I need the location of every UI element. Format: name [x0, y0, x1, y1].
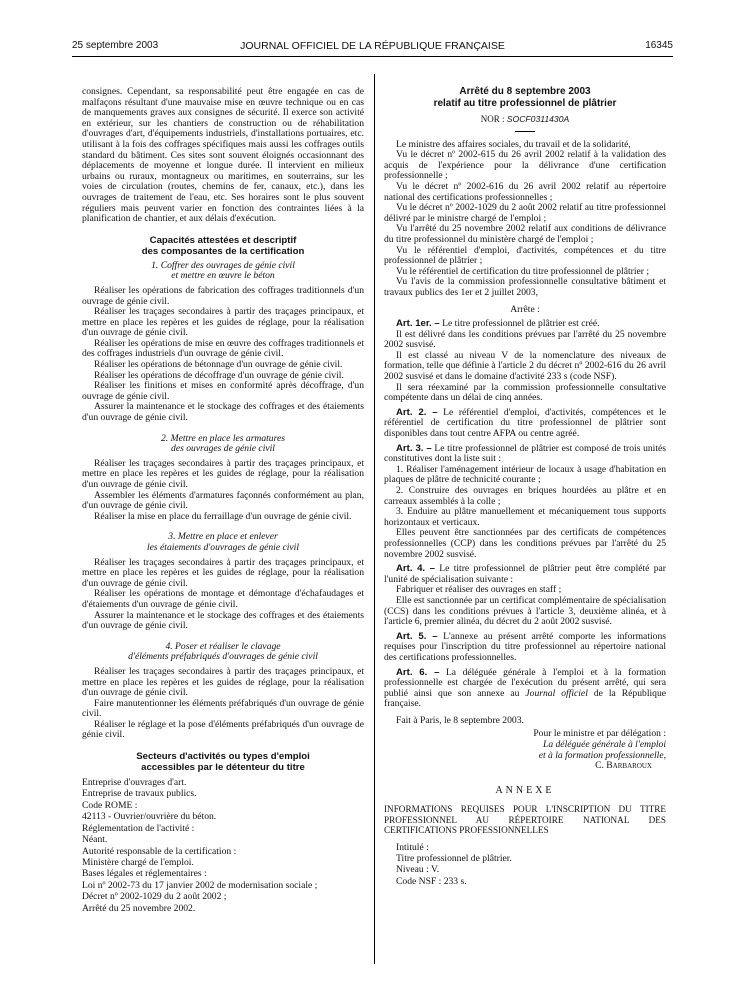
list-item: Décret nº 2002-1029 du 2 août 2002 ;	[82, 891, 227, 903]
list-item: Niveau : V.	[396, 864, 440, 876]
title-separator	[515, 131, 535, 132]
preamble-item: Vu le décret nº 2002-1029 du 2 août 2002 relatif au titre professionnel délivré par le ministre chargé de l'emploi ;	[384, 202, 666, 224]
preamble-item: Vu le référentiel de certification du titre professionnel de plâtrier ;	[396, 265, 650, 277]
list-item: Faire manutentionner les éléments préfabriqués d'un ouvrage de génie civil.	[82, 697, 364, 720]
list-item: Entreprise de travaux publics.	[82, 788, 197, 800]
signature-line: et à la formation professionnelle,	[538, 749, 666, 761]
arrete-label: Arrête :	[510, 303, 540, 315]
article-3-item: Elles peuvent être sanctionnées par des certificats de compétences professionnelles (CCP) dans les conditions prévues par l'arrêté du 25 novembre 2002 susvisé.	[384, 527, 666, 560]
preamble-item: Vu l'arrêté du 25 novembre 2002 relatif aux conditions de délivrance du titre professionnel du ministère chargé de l'emploi ;	[384, 223, 666, 245]
intro-paragraph: consignes. Cependant, sa responsabilité peut être engagée en cas de malfaçons résultant d'une mauvaise mise en œuvre technique ou en cas de manquements graves aux consignes de sécurité. Il exerce son activité en extérieur, sur les chantiers de construction ou de réhabilitation d'ouvrages d'art, d'équipements industriels, d'installations portuaires, etc. utilisant à la fois des coffrages spécifiques mais aussi les coffrages outils standard du bâtiment. Ces sites sont souvent éloignés occasionnant des déplacements de moyenne et longue durée. Il intervient en milieux urbains ou ruraux, montagneux ou maritimes, en souterrains, sur les voies de circulation (routes, chemins de fer, canaux, etc.), dans les ouvrages de traitement de l'eau, etc. Ses horaires sont le plus souvent réguliers mais peuvent varier en fonction des contraintes liées à la planification de chantier, et aux délais d'exécution.	[82, 86, 364, 225]
annexe-heading: ANNEXE	[495, 784, 555, 796]
preamble-item: Vu le référentiel d'emploi, d'activités, compétences et du titre professionnel de plâtrier ;	[384, 244, 666, 267]
article-1-paragraph: Il est classé au niveau V de la nomenclature des niveaux de formation, telle que définie à l'article 2 du décret nº 2002-616 du 26 avril 2002 susvisé et dans le domaine d'activité 233 s (code NSF).	[384, 349, 666, 383]
signature-line: Pour le ministre et par délégation :	[533, 728, 666, 740]
preamble	[384, 140, 666, 299]
list-item: Code NSF : 233 s.	[396, 875, 467, 887]
header-rule	[72, 56, 673, 57]
list-item: Autorité responsable de la certification :	[82, 845, 237, 857]
article-3: Art. 3. – Le titre professionnel de plâtrier est composé de trois unités constitutives dont la liste suit :	[384, 442, 666, 465]
list-item: Loi nº 2002-73 du 17 janvier 2002 de modernisation sociale ;	[82, 879, 318, 891]
article-5: Art. 5. – L'annexe au présent arrêté comporte les informations requises pour l'inscription du titre professionnel au répertoire national des certifications professionnelles.	[384, 630, 666, 663]
sectors-list	[82, 777, 364, 914]
list-item: Réaliser les opérations de mise en œuvre des coffrages traditionnels et des coffrages industriels d'un ouvrage de génie civil.	[82, 337, 364, 360]
capacities-heading: Capacités attestées et descriptif des composantes de la certification	[141, 234, 305, 257]
sectors-heading: Secteurs d'activités ou types d'emploi accessibles par le détenteur du titre	[136, 751, 310, 774]
list-item: Entreprise d'ouvrages d'art.	[82, 777, 187, 789]
article-1-paragraph: Il sera réexaminé par la commission professionnelle consultative compétente dans un délai de cinq années.	[384, 381, 666, 404]
section-2-list	[82, 459, 364, 523]
section-1-title: 1. Coffrer des ouvrages de génie civil et mettre en œuvre le béton	[151, 259, 295, 282]
article-1: Art. 1er. – Le titre professionnel de plâtrier est créé.	[396, 318, 600, 330]
list-item: Titre professionnel de plâtrier.	[396, 853, 512, 865]
decree-title: Arrêté du 8 septembre 2003 relatif au titre professionnel de plâtrier	[433, 86, 617, 109]
article-4: Art. 4. – Le titre professionnel de plâtrier peut être complété par l'unité de spécialisation suivante :	[384, 563, 666, 585]
list-item: Réaliser les finitions et mises en conformité après décoffrage, d'un ouvrage de génie civil.	[82, 380, 364, 402]
list-item: Réaliser les traçages secondaires à partir des traçages principaux, et mettre en place les repères et les guides de réglage, pour la réalisation d'un ouvrage de génie civil.	[82, 306, 364, 339]
page-header	[72, 40, 673, 54]
list-item: Réaliser les opérations de montage et démontage d'échafaudages et d'étaiements d'un ouvrage de génie civil.	[82, 588, 364, 610]
section-2-title: 2. Mettre en place les armatures des ouvrages de génie civil	[161, 432, 285, 455]
article-3-item: 3. Enduire au plâtre manuellement et mécaniquement tous supports horizontaux et verticaux.	[384, 506, 666, 528]
section-3-list	[82, 558, 364, 632]
signatory-name: C. Barbaroux	[595, 760, 652, 772]
left-column	[82, 87, 364, 914]
list-item: Réaliser les opérations de décoffrage d'un ouvrage de génie civil.	[94, 369, 344, 381]
header-page-number: 16345	[645, 40, 673, 51]
list-item: Réaliser les opérations de bétonnage d'un ouvrage de génie civil.	[94, 359, 343, 371]
preamble-item: Vu le décret nº 2002-615 du 26 avril 2002 relatif à la validation des acquis de l'expérience pour la délivrance d'une certification professionnelle ;	[384, 149, 666, 182]
header-date: 25 septembre 2003	[72, 40, 159, 51]
article-4-item: Fabriquer et réaliser des ouvrages en staff ;	[396, 584, 562, 596]
list-item: Réaliser les traçages secondaires à partir des traçages principaux, et mettre en place les repères et les guides de réglage, pour la réalisation d'un ouvrage de génie civil.	[82, 665, 364, 699]
list-item: 42113 - Ouvrier/ouvrière du béton.	[82, 811, 217, 823]
signature-line: La déléguée générale à l'emploi	[542, 739, 666, 751]
list-item: Assurer la maintenance et le stockage des coffrages et des étaiements d'un ouvrage de génie civil.	[82, 609, 364, 632]
preamble-item: Vu l'avis de la commission professionnelle consultative bâtiment et travaux publics des 1er et 2 juillet 2003,	[384, 276, 666, 298]
list-item: Bases légales et réglementaires :	[82, 868, 207, 880]
list-item: Arrêté du 25 novembre 2002.	[82, 902, 196, 914]
list-item: Réaliser les traçages secondaires à partir des traçages principaux, et mettre en place les repères et les guides de réglage, pour la réalisation d'un ouvrage de génie civil.	[82, 457, 364, 490]
section-3-title: 3. Mettre en place et enlever les étaiements d'ouvrages de génie civil	[146, 531, 300, 553]
section-1-list	[82, 286, 364, 424]
article-3-item: 2. Construire des ouvrages en briques hourdées au plâtre et en carreaux assemblés à la colle ;	[384, 485, 666, 507]
preamble-item: Le ministre des affaires sociales, du travail et de la solidarité,	[396, 138, 631, 150]
list-item: Assurer la maintenance et le stockage des coffrages et des étaiements d'un ouvrage de génie civil.	[82, 401, 364, 424]
list-item: Réglementation de l'activité :	[82, 822, 195, 834]
column-divider	[374, 74, 375, 964]
article-1-paragraph: Il est délivré dans les conditions prévues par l'arrêté du 25 novembre 2002 susvisé.	[384, 328, 666, 351]
nor-reference: NOR : SOCF0311430A	[480, 114, 570, 124]
journal-officiel-ref: Journal officiel	[525, 687, 588, 699]
list-item: Réaliser la mise en place du ferraillage d'un ouvrage de génie civil.	[94, 510, 352, 522]
done-at: Fait à Paris, le 8 septembre 2003.	[396, 714, 524, 726]
section-4-title: 4. Poser et réaliser le clavage d'éléments préfabriqués d'ouvrages de génie civil	[128, 640, 318, 663]
preamble-item: Vu le décret nº 2002-616 du 26 avril 2002 relatif au répertoire national des certifications professionnelles ;	[384, 180, 666, 203]
list-item: Réaliser les traçages secondaires à partir des traçages principaux, et mettre en place les repères et les guides de réglage, pour la réalisation d'un ouvrage de génie civil.	[82, 556, 364, 589]
list-item: Assembler les éléments d'armatures façonnés conformément au plan, d'un ouvrage de génie civil.	[82, 489, 364, 512]
list-item: Intitulé :	[396, 841, 429, 853]
article-4-item: Elle est sanctionnée par un certificat complémentaire de spécialisation (CCS) dans les conditions prévues à l'article 3, deuxième alinéa, et à l'article 6, premier alinéa, du décret du 2 août 2002 susvisé.	[384, 594, 666, 628]
list-item: Réaliser les opérations de fabrication des coffrages traditionnels d'un ouvrage de génie civil.	[82, 284, 364, 307]
signature-block	[384, 729, 666, 771]
list-item: Code ROME :	[82, 799, 138, 811]
header-journal-title: JOURNAL OFFICIEL DE LA RÉPUBLIQUE FRANÇAISE	[240, 40, 505, 52]
list-item: Ministère chargé de l'emploi.	[82, 856, 194, 868]
intitule-list	[384, 842, 666, 888]
article-2: Art. 2. – Le référentiel d'emploi, d'activités, compétences et le référentiel de certification du titre professionnel de plâtrier sont disponibles dans tout centre AFPA ou centre agréé.	[384, 406, 666, 440]
right-column	[384, 84, 666, 887]
article-6: Art. 6. – La déléguée générale à l'emploi et à la formation professionnelle est chargée de l'exécution du présent arrêté, qui sera publié ainsi que son annexe au Journal officiel de la République française.	[384, 666, 667, 710]
annexe-info-heading: INFORMATIONS REQUISES POUR L'INSCRIPTION DU TITRE PROFESSIONNEL AU RÉPERTOIRE NATIONAL DES CERTIFICATIONS PROFESSIONNELLES	[384, 804, 666, 836]
list-item: Néant.	[82, 834, 108, 846]
list-item: Réaliser le réglage et la pose d'éléments préfabriqués d'un ouvrage de génie civil.	[82, 718, 364, 741]
section-4-list	[82, 667, 364, 741]
nor-code: SOCF0311430A	[506, 114, 570, 124]
article-3-item: 1. Réaliser l'aménagement intérieur de locaux à usage d'habitation en plaques de plâtre de technicité courante ;	[384, 463, 666, 486]
